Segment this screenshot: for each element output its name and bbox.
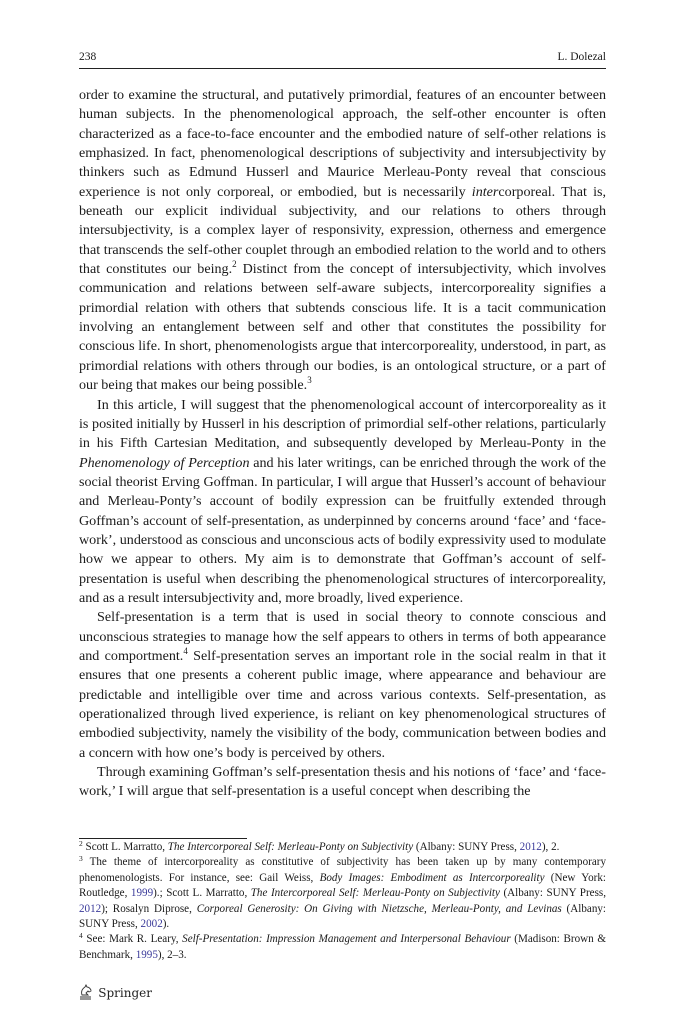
text-run: corporeal. That is, beneath our explicit individual subjectivity, and our relations to others through intersubjectivity, is a complex layer of responsivity, expression, otherness and emergence that transcends the self-other couplet through an embodied relation to the world and to others that constitutes our being. <box>79 183 606 278</box>
text-run: (Madison: Brown & Benchmark, <box>79 933 606 961</box>
footnote-rule <box>79 838 247 839</box>
publisher-name: Springer <box>98 986 152 1000</box>
text-run: Scott L. Marratto, <box>85 841 168 853</box>
text-run: Distinct from the concept of intersubjectivity, which involves communication and relations between self-aware subjects, intercorporeality signifies a primordial relation with others that subtends conscious life. It is a tacit communication involving an entanglement between self and other that constitutes the possibility for conscious life. In short, phenomenologists argue that intercorporeality, understood, in part, as primordial relations with others through our bodies, is an ontological structure, or a part of our being that makes our being possible. <box>79 261 606 394</box>
text-run: In this article, I will suggest that the phenomenological account of intercorporeality as it is posited initially by Husserl in his description of primordial self-other relations, particularly in his Fifth Cartesian Meditation, and subsequently developed by Merleau-Ponty in the <box>79 396 606 452</box>
text-run: Self-presentation is a term that is used in social theory to connote conscious and unconscious strategies to manage how the self appears to others in terms of both appearance and comportment. <box>79 609 606 664</box>
italic-title: Phenomenology of Perception <box>79 454 250 471</box>
paragraph <box>79 396 606 609</box>
footnote-number: 3 <box>79 854 83 864</box>
footnote-ref[interactable]: 3 <box>307 375 312 386</box>
paragraph <box>79 86 606 396</box>
footnote-ref[interactable]: 4 <box>183 645 188 656</box>
footnote-number: 2 <box>79 839 83 848</box>
italic-title: The Intercorporeal Self: Merleau-Ponty on Subjectivity <box>167 841 414 853</box>
text-run: ); Rosalyn Diprose, <box>101 902 197 915</box>
header-rule <box>79 68 606 69</box>
text-run: order to examine the structural, and putatively primordial, features of an encounter between human subjects. In the phenomenological approach, the self-other encounter is often characterized as a face-to-face encounter and the embodied nature of self-other relations is emphasized. In fact, phenomenological descriptions of subjectivity and intersubjectivity by thinkers such as Edmund Husserl and Maurice Merleau-Ponty reveal that conscious experience is not only corporeal, or embodied, but is necessarily <box>79 87 606 200</box>
footer <box>79 984 152 1004</box>
italic-title: Self-Presentation: Impression Management and Interpersonal Behaviour <box>182 933 511 946</box>
text-run: Self-presentation serves an important role in the social realm in that it ensures that one presents a coherent public image, where appearance and behaviour are predictable and intelligible over time and across various contexts. Self-presentation, as operationalized through lived experience, is reliant on key phenomenological structures of embodied subjectivity, namely the visibility of the body, communication between bodies and a concern with how one’s body is perceived by others. <box>79 647 607 761</box>
text-run: (Albany: SUNY Press, <box>499 887 606 900</box>
footnote <box>79 932 606 963</box>
text-run: ), 2–3. <box>157 948 187 961</box>
citation-year-link[interactable]: 2012 <box>519 841 542 853</box>
citation-year-link[interactable]: 1995 <box>135 948 158 961</box>
italic-title: The Intercorporeal Self: Merleau-Ponty on Subjectivity <box>250 887 500 900</box>
citation-year-link[interactable]: 1999 <box>130 887 154 900</box>
running-author: L. Dolezal <box>557 51 606 63</box>
footnote-number: 4 <box>79 931 83 941</box>
footnotes <box>79 840 606 963</box>
italic-title: Corporeal Generosity: On Giving with Nietzsche, Merleau-Ponty, and Levinas <box>196 902 562 915</box>
text-run: ).; Scott L. Marratto, <box>153 887 251 900</box>
text-run: (New York: Routledge, <box>79 871 606 900</box>
text-run: (Albany: SUNY Press, <box>79 902 606 931</box>
footnote-ref[interactable]: 2 <box>232 259 237 270</box>
text-run: Through examining Goffman’s self-presentation thesis and his notions of ‘face’ and ‘face-work,’ I will argue that self-presentation is a useful concept when describing the <box>79 764 606 800</box>
text-run: and his later writings, can be enriched through the work of the social theorist Erving Goffman. In particular, I will argue that Husserl’s account of behaviour and Merleau-Ponty’s account of bodily expression can be fruitfully extended through Goffman’s account of self-presentation, as underpinned by concerns around ‘face’ and ‘face-work’, understood as conscious and unconscious acts of bodily expressivity used to modulate how we appear to others. My aim is to demonstrate that Goffman’s account of self-presentation is useful when describing the phenomenological structures of intercorporeality, and as a result intersubjectivity and, more broadly, lived experience. <box>79 454 606 606</box>
text-run: ). <box>162 918 170 931</box>
footnote <box>79 840 606 855</box>
text-run: The theme of intercorporeality as constitutive of subjectivity has been taken up by many contemporary phenomenologists. For instance, see: Gail Weiss, <box>79 856 606 884</box>
paragraph <box>79 608 606 763</box>
page-number: 238 <box>79 51 97 63</box>
footnote <box>79 855 606 932</box>
citation-year-link[interactable]: 2002 <box>140 918 163 931</box>
body-text <box>79 86 606 802</box>
text-run: See: Mark R. Leary, <box>86 933 183 946</box>
italic-title: inter <box>471 183 499 200</box>
paragraph <box>79 763 606 802</box>
springer-knight-icon <box>79 984 93 1000</box>
text-run: (Albany: SUNY Press, <box>413 841 520 853</box>
running-head <box>79 47 606 67</box>
citation-year-link[interactable]: 2012 <box>79 902 102 915</box>
italic-title: Body Images: Embodiment as Intercorporeality <box>319 871 545 884</box>
text-run: ), 2. <box>541 841 560 853</box>
